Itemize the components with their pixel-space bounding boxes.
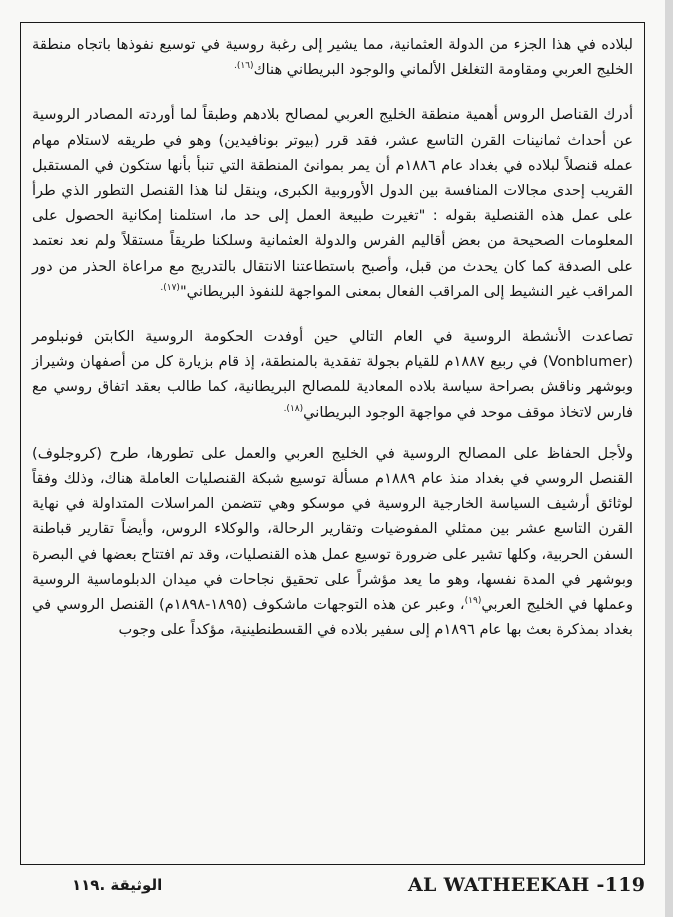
body-text xyxy=(32,32,633,642)
footnote-ref-18: (١٨). xyxy=(283,403,304,414)
footnote-ref-16: (١٦). xyxy=(234,61,254,72)
paragraph-4 xyxy=(32,441,633,643)
paragraph-3 xyxy=(32,324,633,425)
paragraph-1 xyxy=(32,32,633,82)
footer-english-page-label: AL WATHEEKAH -119 xyxy=(408,874,646,896)
footnote-ref-17: (١٧). xyxy=(160,282,180,293)
page-edge xyxy=(665,0,673,917)
paragraph-3-text: تصاعدت الأنشطة الروسية في العام التالي حين أوفدت الحكومة الروسية الكابتن فونبلومر (Vonblumer) في ربيع ١٨٨٧م للقيام بجولة تفقدية بالمنطقة، إذ قام بزيارة كل من أصفهان وشيراز وبوشهر وناقش بصراحة سياسة بلاده المعادية للمصالح البريطانية، كما طالب بعقد اتفاق روسي مع فارس لاتخاذ موقف موحد في مواجهة الوجود البريطاني xyxy=(32,328,634,421)
footnote-ref-19: (١٩) xyxy=(464,596,482,607)
paragraph-2 xyxy=(32,102,633,304)
paragraph-4-text-continued: ، وعبر عن هذه التوجهات ماشكوف (١٨٩٥-١٨٩٨م) القنصل الروسي في بغداد بمذكرة بعث بها عام ١٨٩٦م إلى سفير بلاده في القسطنطينية، مؤكداً على وجوب xyxy=(32,596,633,639)
paragraph-4-text: ولأجل الحفاظ على المصالح الروسية في الخليج العربي والعمل على تطورها، طرح (كروجلوف) القنصل الروسي في بغداد منذ عام ١٨٨٩م مسألة توسيع شبكة القنصليات العاملة هناك، وذلك وفقاً لوثائق أرشيف السياسة الخارجية الروسية في موسكو وهي تتضمن المراسلات المتداولة في نهاية القرن التاسع عشر بين ممثلي المفوضيات وتقارير الرحالة، والوكلاء الروس، وأيضاً تقارير قباطنة السفن الحربية، وكلها تشير على ضرورة توسيع عمل هذه القنصليات، وقد تم افتتاح بعضها في البصرة وبوشهر في المدة نفسها، وهو ما يعد مؤشراً على تحقيق نجاحات في ميدان الدبلوماسية الروسية وعملها في الخليج العربي xyxy=(32,444,633,614)
footer-arabic-page-label: الوثيقة .١١٩ xyxy=(72,876,163,894)
paragraph-2-text: أدرك القناصل الروس أهمية منطقة الخليج العربي لمصالح بلادهم وطبقاً لما أوردته المصادر الروسية عن أحداث ثمانينات القرن التاسع عشر، فقد قرر (بيوتر بونافيدين) وهو في طريقه لاستلام مهام عمله قنصلاً لبلاده في بغداد عام ١٨٨٦م أن يمر بموانئ المنطقة التي تنبأ بأنها ستكون في المستقبل القريب إحدى مجالات المنافسة بين الدول الأوروبية الكبرى، وينقل لنا هذا القنصل التطور الذي طرأ على عمل هذه القنصلية بقوله : "تغيرت طبيعة العمل إلى حد ما، استلمنا إمكانية الحصول على المعلومات الصحيحة من بعض أقاليم الفرس والدولة العثمانية وسلكنا طريقاً مستقلاً ولم نعد نعتمد على الصدفة كما كان يحدث من قبل، وأصبح باستطاعتنا الانتقال بالتدريج مع مراعاة الحذر من دور المراقب غير النشيط إلى المراقب الفعال بمعنى المواجهة للنفوذ البريطاني" xyxy=(32,106,633,300)
paragraph-1-text: لبلاده في هذا الجزء من الدولة العثمانية، مما يشير إلى رغبة روسية في توسيع نفوذها باتجاه منطقة الخليج العربي ومقاومة التغلغل الألماني والوجود البريطاني هناك xyxy=(32,36,633,79)
page-footer xyxy=(0,874,665,914)
